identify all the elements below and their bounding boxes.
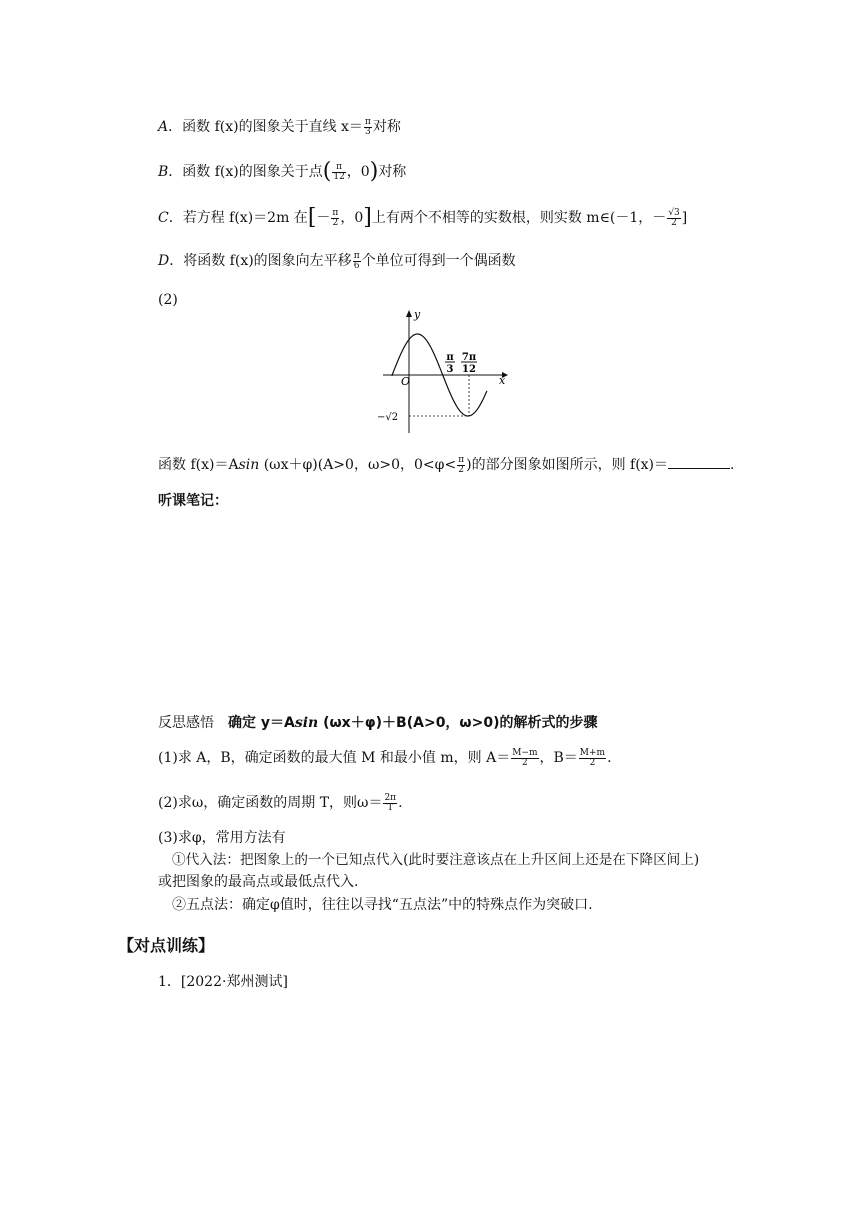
fraction: $\frac{√3}{2}$	[668, 207, 680, 228]
fraction: $\frac{\pi}{12}$	[333, 161, 345, 182]
notes-heading: 听课笔记：	[158, 493, 228, 509]
tick-pi-over-3-num: π	[446, 352, 454, 363]
origin-label: O	[401, 375, 411, 388]
question-text: 函数 f(x)＝Asin (ωx＋φ)(A>0，ω>0，0<φ< $\frac{\pi}{2}$ )的部分图象如图所示，则 f(x)＝ .	[158, 454, 735, 475]
fraction: $\frac{\pi}{6}$	[353, 250, 360, 271]
reflection-step-2: (2)求ω，确定函数的周期 T，则ω＝ $\frac{2\pi}{T}$ .	[158, 792, 403, 813]
option-c-label: C	[158, 210, 169, 226]
x-axis-label: x	[499, 374, 506, 387]
tick-pi-over-3-den: 3	[446, 364, 454, 375]
fraction: $\frac{M-m}{2}$	[512, 747, 538, 768]
option-b: B．函数 f(x)的图象关于点( $\frac{\pi}{12}$ ，0)对称	[158, 159, 407, 184]
option-c: C．若方程 f(x)＝2m 在[－ $\frac{\pi}{2}$ ，0]上有两个不相等的实数根，则实数 m∈(－1，－ $\frac{√3}{2}$ ]	[158, 205, 688, 230]
tick-7pi-over-12-num: 7π	[461, 352, 477, 363]
reflection-method-1a: ①代入法：把图象上的一个已知点代入(此时要注意该点在上升区间上还是在下降区间上)	[172, 852, 700, 868]
y-axis-label: y	[414, 308, 421, 321]
practice-heading: 【对点训练】	[118, 936, 215, 955]
y-axis-arrow	[406, 310, 412, 317]
reflection-step-1: (1)求 A，B，确定函数的最大值 M 和最小值 m，则 A＝ $\frac{M-m}{2}$ ，B＝ $\frac{M+m}{2}$ .	[158, 747, 612, 768]
fraction: $\frac{\pi}{2}$	[458, 454, 465, 475]
reflection-title: 反思感悟 确定 y＝Asin (ωx＋φ)＋B(A>0，ω>0)的解析式的步骤	[158, 715, 598, 731]
min-value-label: −√2	[377, 412, 399, 423]
option-d: D．将函数 f(x)的图象向左平移 $\frac{\pi}{6}$ 个单位可得到一个偶函数	[158, 250, 516, 271]
practice-item-1: 1．[2022·郑州测试]	[158, 974, 288, 990]
reflection-step-3: (3)求φ，常用方法有	[158, 830, 286, 846]
option-a-label: A	[158, 119, 169, 135]
option-d-label: D	[158, 253, 170, 269]
fraction: $\frac{\pi}{2}$	[332, 207, 339, 228]
reflection-tag: 反思感悟	[158, 715, 214, 731]
part-2-label: (2)	[158, 292, 178, 308]
fraction: $\frac{M+m}{2}$	[579, 747, 606, 768]
fraction: $\frac{\pi}{3}$	[364, 116, 371, 137]
answer-blank[interactable]	[668, 454, 730, 469]
option-b-label: B	[158, 164, 169, 180]
reflection-method-1b: 或把图象的最高点或最低点代入.	[158, 874, 359, 890]
fraction: $\frac{2\pi}{T}$	[384, 792, 397, 813]
reflection-method-2: ②五点法：确定φ值时，往往以寻找“五点法”中的特殊点作为突破口.	[172, 897, 593, 913]
option-a: A．函数 f(x)的图象关于直线 x＝ $\frac{\pi}{3}$ 对称	[158, 116, 401, 137]
tick-7pi-over-12-den: 12	[462, 364, 476, 375]
sine-graph	[375, 305, 515, 440]
